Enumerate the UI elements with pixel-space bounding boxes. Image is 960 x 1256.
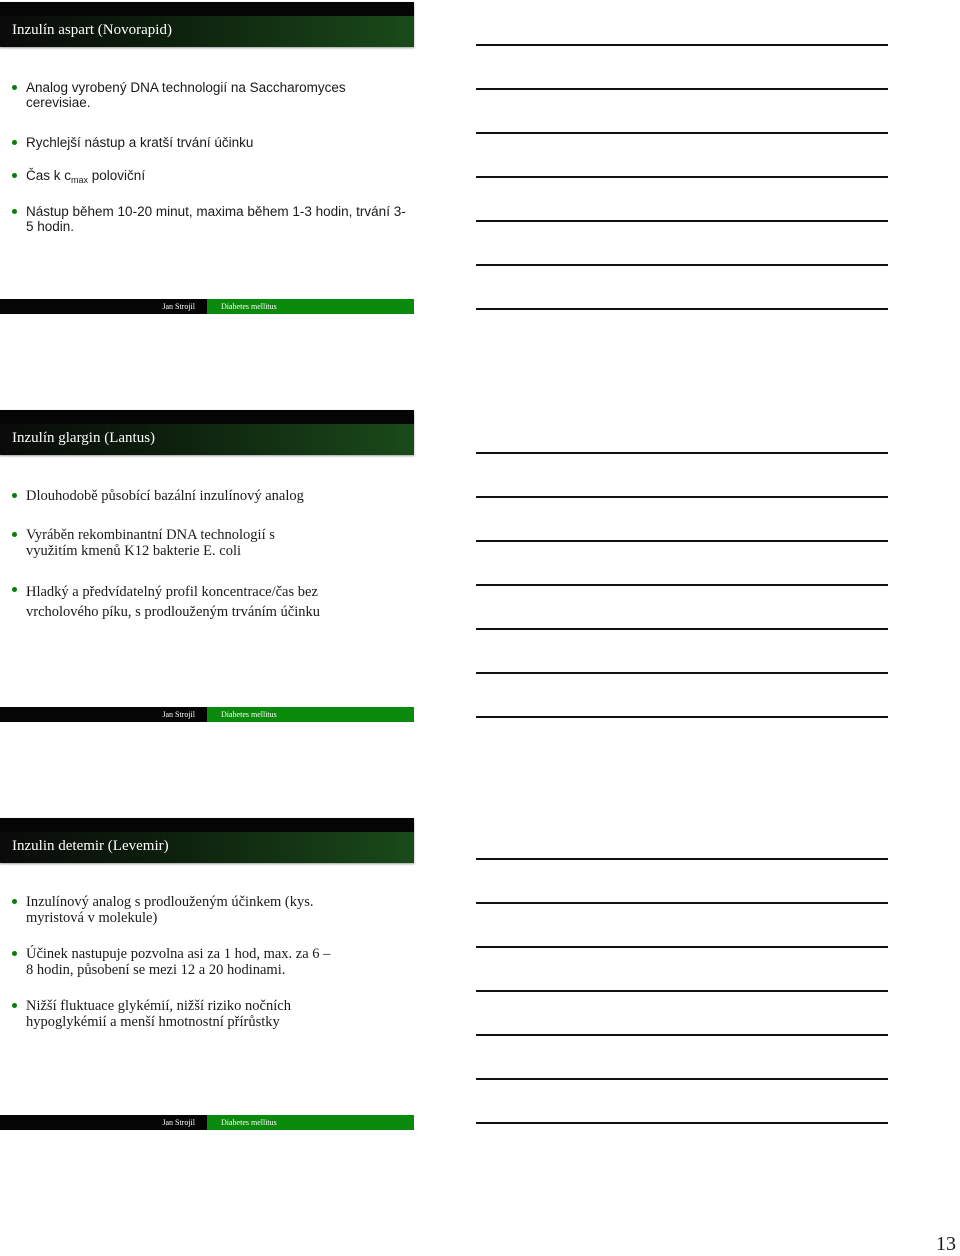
note-line [476,584,888,586]
note-line [476,990,888,992]
list-item: Nižší fluktuace glykémií, nižší riziko nočních hypoglykémií a menší hmotnostní přírůstky [26,998,326,1030]
footer-topic: Diabetes mellitus [207,707,414,722]
note-line [476,452,888,454]
slide-1 [0,2,414,314]
note-line [476,1078,888,1080]
note-line [476,1122,888,1124]
note-line [476,88,888,90]
note-line [476,946,888,948]
slide-footer [0,1115,414,1130]
slide-title: Inzulín glargin (Lantus) [12,430,156,446]
slide-footer [0,707,414,722]
slide-title: Inzulin detemir (Levemir) [12,838,169,854]
bullet-list [26,894,406,1049]
list-item: Účinek nastupuje pozvolna asi za 1 hod, max. za 6 – 8 hodin, působení se mezi 12 a 20 hodinami. [26,946,341,978]
slide-title-bar [0,818,414,863]
note-line [476,672,888,674]
page-number: 13 [936,1233,956,1255]
bullet-list [26,80,406,253]
note-line [476,264,888,266]
note-line [476,44,888,46]
list-item: Vyráběn rekombinantní DNA technologií s využitím kmenů K12 bakterie E. coli [26,527,296,559]
slide-2 [0,410,414,722]
slide-3 [0,818,414,1130]
note-line [476,220,888,222]
list-item: Rychlejší nástup a kratší trvání účinku [26,135,406,150]
slide-title-bar [0,410,414,455]
list-item: Hladký a předvídatelný profil koncentrace/čas bez vrcholového píku, s prodlouženým trváním účinku [26,582,356,622]
note-line [476,308,888,310]
list-item: Čas k $c_{max}$ poloviční [26,168,406,188]
note-line [476,902,888,904]
bullet-list [26,488,406,641]
slide-title: Inzulín aspart (Novorapid) [12,22,172,38]
note-line [476,858,888,860]
list-item: Inzulínový analog s prodlouženým účinkem (kys. myristová v molekule) [26,894,341,926]
note-line [476,1034,888,1036]
footer-topic: Diabetes mellitus [207,1115,414,1130]
note-line [476,496,888,498]
slide-footer [0,299,414,314]
note-line [476,176,888,178]
footer-author: Jan Strojil [0,707,207,722]
note-line [476,628,888,630]
list-item: Nástup během 10-20 minut, maxima během 1-3 hodin, trvání 3-5 hodin. [26,204,406,234]
footer-author: Jan Strojil [0,299,207,314]
note-line [476,716,888,718]
footer-author: Jan Strojil [0,1115,207,1130]
list-item: Analog vyrobený DNA technologií na Saccharomyces cerevisiae. [26,80,406,110]
footer-topic: Diabetes mellitus [207,299,414,314]
list-item: Dlouhodobě působící bazální inzulínový analog [26,488,406,504]
note-line [476,132,888,134]
slide-title-bar [0,2,414,47]
note-line [476,540,888,542]
